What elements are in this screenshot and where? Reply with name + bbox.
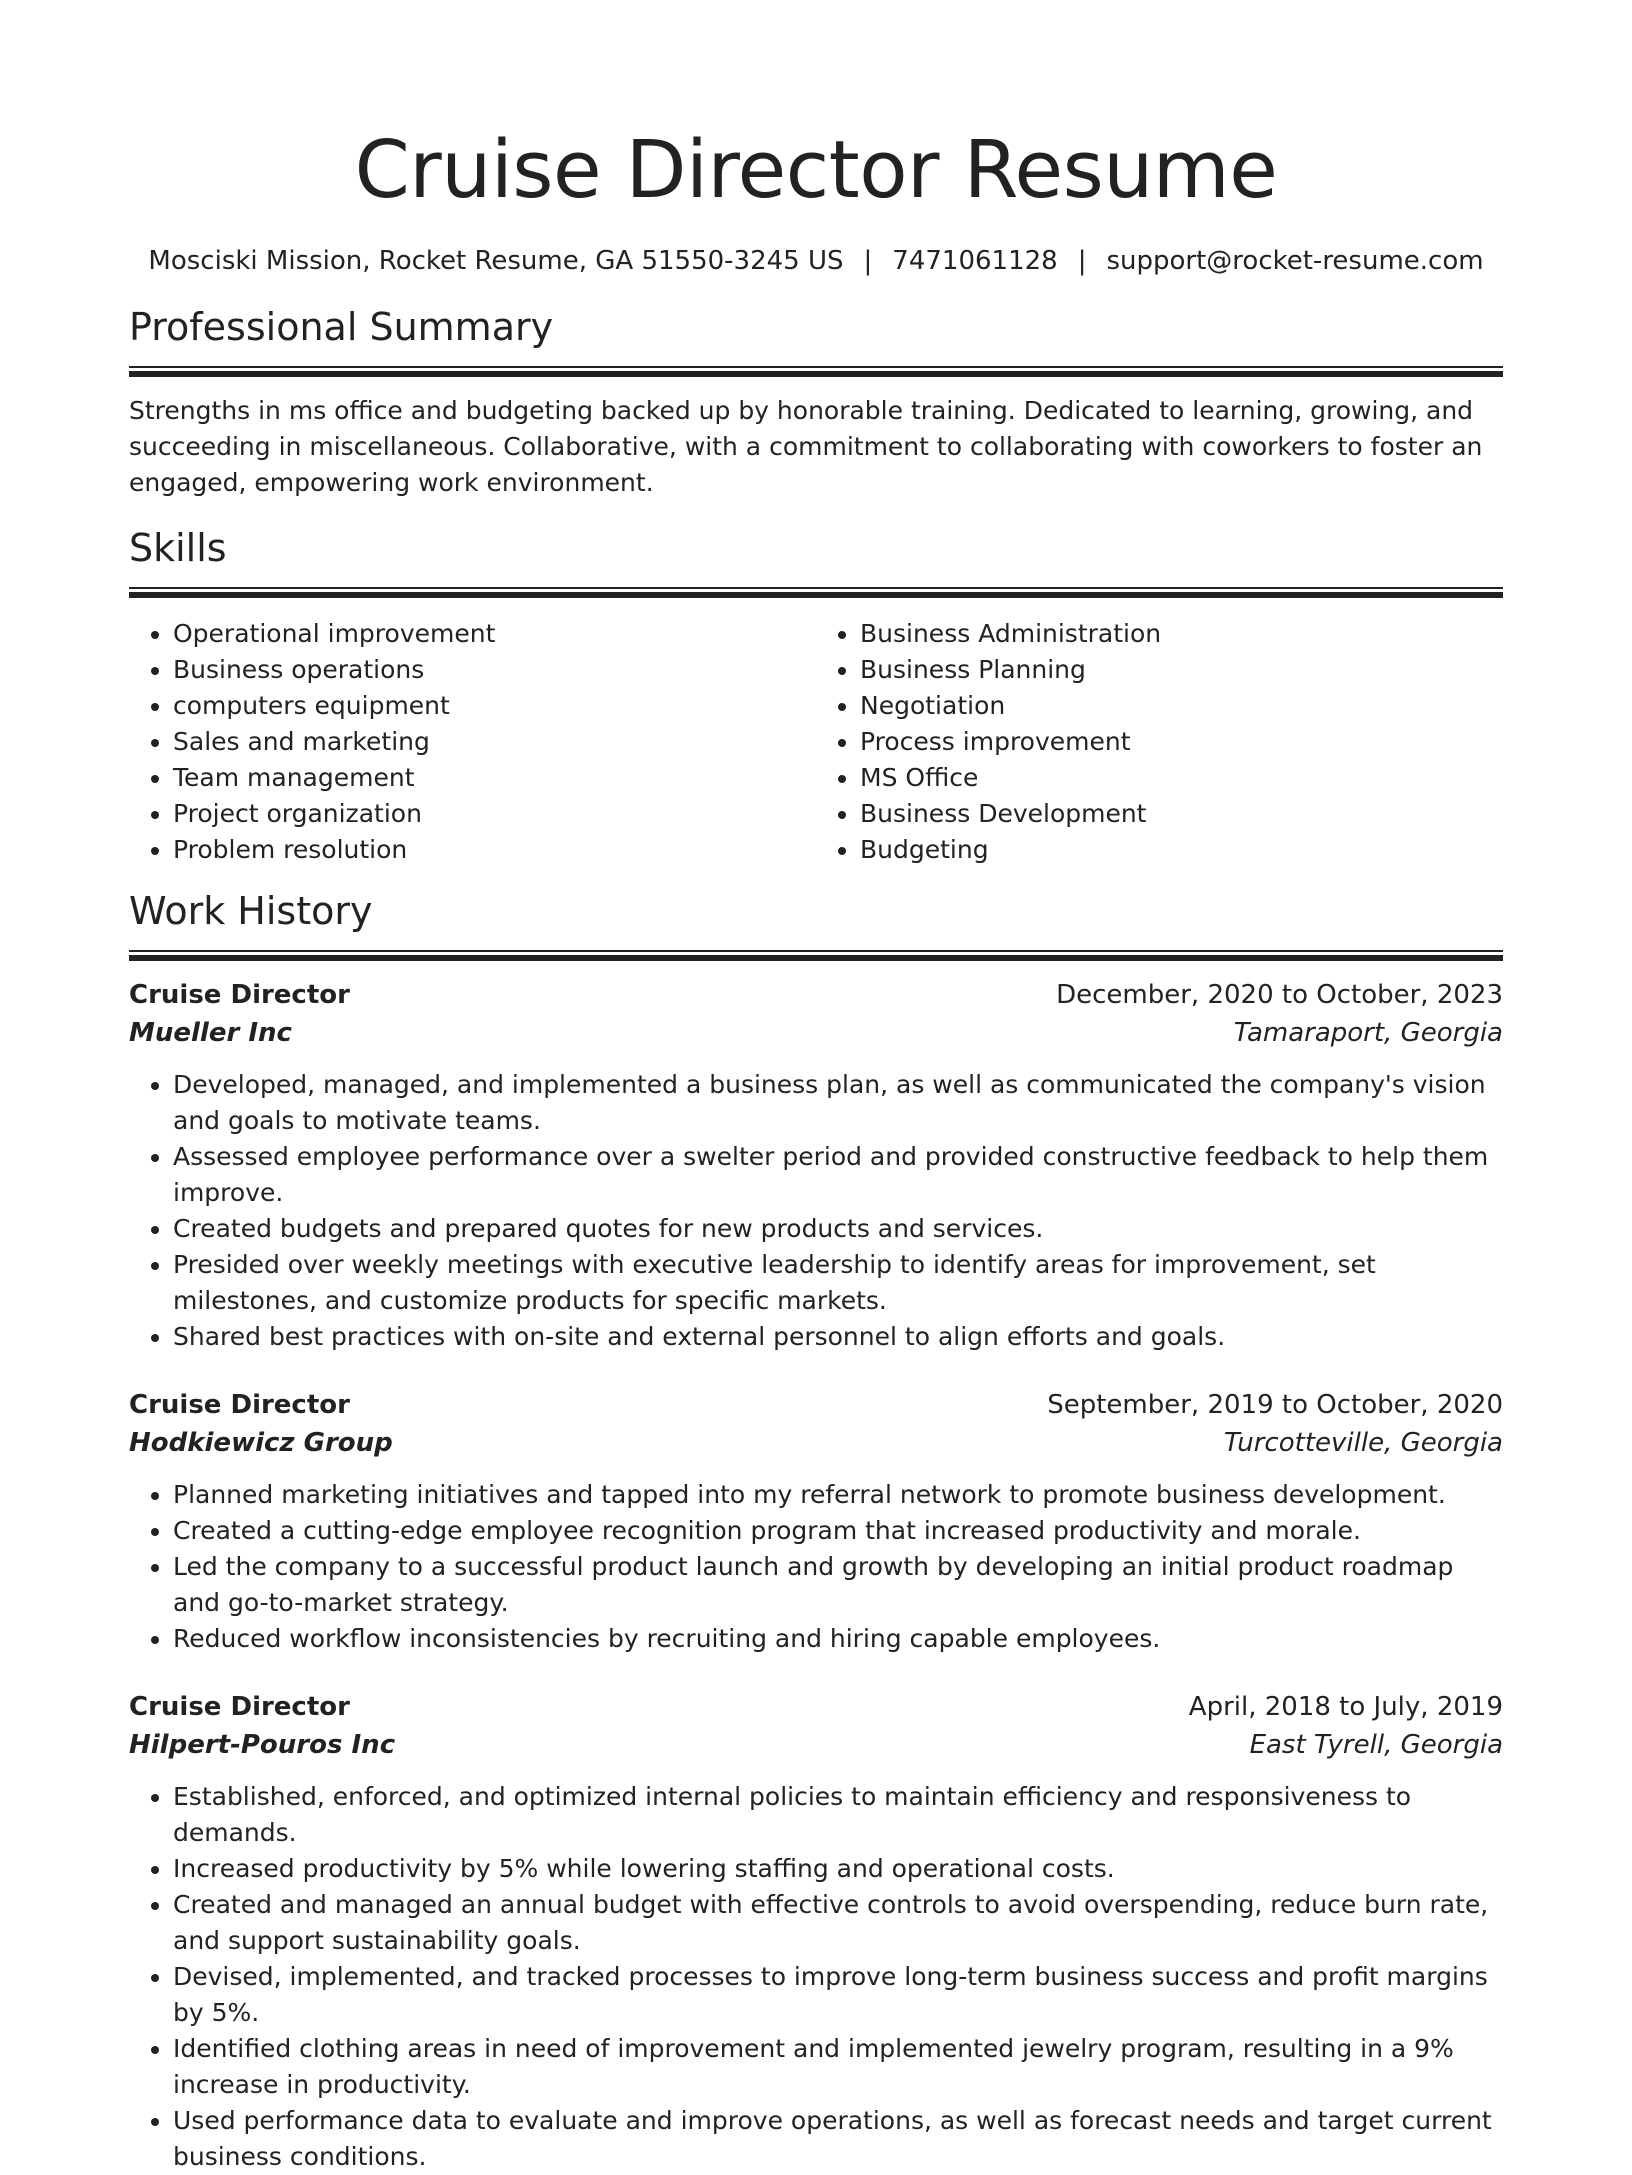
job-company: Mueller Inc bbox=[129, 1018, 292, 1048]
job-dates: September, 2019 to October, 2020 bbox=[1047, 1390, 1503, 1420]
skill-item: • Problem resolution bbox=[173, 832, 816, 868]
job-bullet: • Led the company to a successful product launch and growth by developing an initial product roadmap and go-to-market strategy. bbox=[173, 1549, 1503, 1621]
job-location: Turcotteville, Georgia bbox=[1223, 1428, 1503, 1458]
job-company: Hodkiewicz Group bbox=[129, 1428, 393, 1458]
job-dates: April, 2018 to July, 2019 bbox=[1188, 1692, 1503, 1722]
job-location: East Tyrell, Georgia bbox=[1249, 1730, 1503, 1760]
job-bullets bbox=[129, 1779, 1503, 2175]
skill-item: • Business Planning bbox=[860, 652, 1503, 688]
contact-separator: | bbox=[863, 246, 873, 276]
job-bullet: • Created budgets and prepared quotes for new products and services. bbox=[173, 1211, 1503, 1247]
job-title: Cruise Director bbox=[129, 1692, 350, 1722]
skill-item: • Team management bbox=[173, 760, 816, 796]
skill-item: • Negotiation bbox=[860, 688, 1503, 724]
section-title-skills: Skills bbox=[129, 526, 227, 570]
section-title-work-history: Work History bbox=[129, 889, 373, 933]
skill-item: • MS Office bbox=[860, 760, 1503, 796]
job-bullet: • Developed, managed, and implemented a business plan, as well as communicated the company's vision and goals to motivate teams. bbox=[173, 1067, 1503, 1139]
section-divider bbox=[129, 366, 1503, 377]
skills-list-right bbox=[816, 616, 1503, 868]
work-history-section bbox=[129, 888, 1503, 2175]
skills-list-left bbox=[129, 616, 816, 868]
section-divider bbox=[129, 950, 1503, 961]
job-bullet: • Created and managed an annual budget with effective controls to avoid overspending, reduce burn rate, and support sustainability goals. bbox=[173, 1887, 1503, 1959]
job-bullet: • Assessed employee performance over a swelter period and provided constructive feedback to help them improve. bbox=[173, 1139, 1503, 1211]
skills-section bbox=[129, 525, 1503, 868]
contact-separator: | bbox=[1077, 246, 1087, 276]
job-bullet: • Planned marketing initiatives and tapped into my referral network to promote business development. bbox=[173, 1477, 1503, 1513]
contact-line bbox=[129, 244, 1503, 278]
job-bullet: • Used performance data to evaluate and improve operations, as well as forecast needs and target current business conditions. bbox=[173, 2103, 1503, 2175]
job-company-row bbox=[129, 1425, 1503, 1461]
job-bullets bbox=[129, 1067, 1503, 1355]
job-bullet: • Established, enforced, and optimized internal policies to maintain efficiency and responsiveness to demands. bbox=[173, 1779, 1503, 1851]
contact-address: Mosciski Mission, Rocket Resume, GA 51550-3245 US bbox=[148, 246, 844, 276]
job-header-row bbox=[129, 1387, 1503, 1423]
skill-item: • computers equipment bbox=[173, 688, 816, 724]
job-title: Cruise Director bbox=[129, 1390, 350, 1420]
skill-item: • Business Administration bbox=[860, 616, 1503, 652]
job-bullet: • Identified clothing areas in need of improvement and implemented jewelry program, resulting in a 9% increase in productivity. bbox=[173, 2031, 1503, 2103]
section-divider bbox=[129, 587, 1503, 598]
job-entry bbox=[129, 1689, 1503, 2175]
job-title: Cruise Director bbox=[129, 980, 350, 1010]
skill-item: • Process improvement bbox=[860, 724, 1503, 760]
job-bullet: • Increased productivity by 5% while lowering staffing and operational costs. bbox=[173, 1851, 1503, 1887]
job-company-row bbox=[129, 1015, 1503, 1051]
skills-columns bbox=[129, 616, 1503, 868]
professional-summary-section bbox=[129, 304, 1503, 501]
resume-title: Cruise Director Resume bbox=[354, 124, 1278, 216]
job-bullet: • Devised, implemented, and tracked processes to improve long-term business success and profit margins by 5%. bbox=[173, 1959, 1503, 2031]
job-bullets bbox=[129, 1477, 1503, 1657]
skill-item: • Business Development bbox=[860, 796, 1503, 832]
job-company: Hilpert-Pouros Inc bbox=[129, 1730, 396, 1760]
job-entry bbox=[129, 977, 1503, 1355]
job-entry bbox=[129, 1387, 1503, 1657]
job-bullet: • Created a cutting-edge employee recognition program that increased productivity and morale. bbox=[173, 1513, 1503, 1549]
skill-item: • Business operations bbox=[173, 652, 816, 688]
contact-email: support@rocket-resume.com bbox=[1106, 246, 1484, 276]
section-title-summary: Professional Summary bbox=[129, 305, 554, 349]
skill-item: • Sales and marketing bbox=[173, 724, 816, 760]
skill-item: • Operational improvement bbox=[173, 616, 816, 652]
job-location: Tamaraport, Georgia bbox=[1233, 1018, 1503, 1048]
job-dates: December, 2020 to October, 2023 bbox=[1056, 980, 1503, 1010]
skill-item: • Project organization bbox=[173, 796, 816, 832]
contact-phone: 7471061128 bbox=[892, 246, 1058, 276]
job-bullet: • Reduced workflow inconsistencies by recruiting and hiring capable employees. bbox=[173, 1621, 1503, 1657]
job-bullet: • Presided over weekly meetings with executive leadership to identify areas for improvement, set milestones, and customize products for specific markets. bbox=[173, 1247, 1503, 1319]
job-company-row bbox=[129, 1727, 1503, 1763]
summary-text: Strengths in ms office and budgeting backed up by honorable training. Dedicated to learning, growing, and succeeding in miscellaneous. Collaborative, with a commitment to collaborating with coworkers to foster an engaged, empowering work environment. bbox=[129, 396, 1483, 497]
job-bullet: • Shared best practices with on-site and external personnel to align efforts and goals. bbox=[173, 1319, 1503, 1355]
job-header-row bbox=[129, 977, 1503, 1013]
job-header-row bbox=[129, 1689, 1503, 1725]
skill-item: • Budgeting bbox=[860, 832, 1503, 868]
